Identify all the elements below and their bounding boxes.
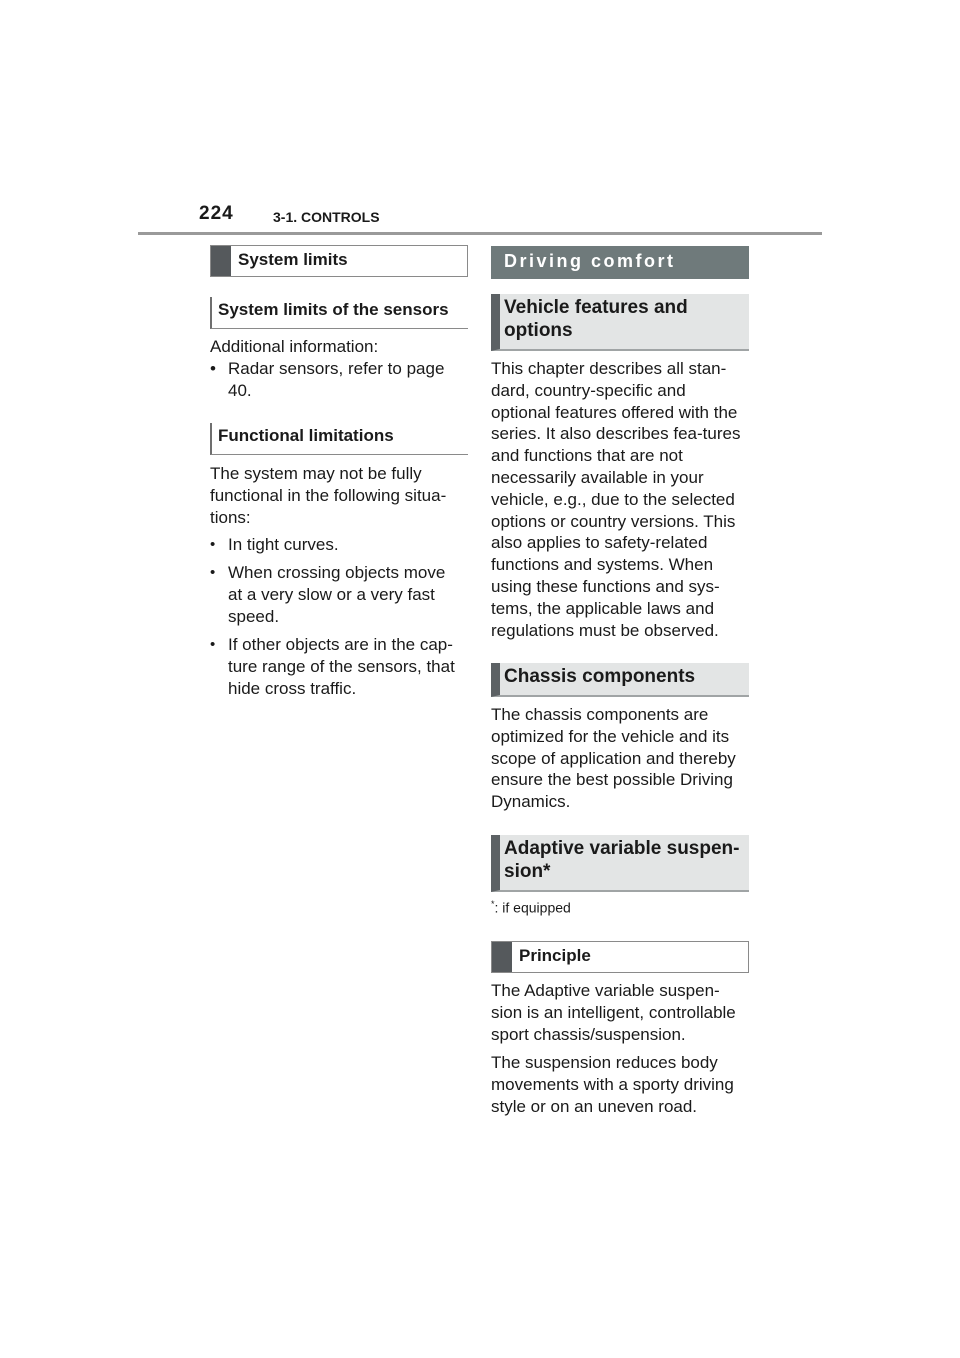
principle-text-1: The Adaptive variable suspen-sion is an intelligent, controllable sport chassis/suspension. [491, 981, 736, 1044]
principle-heading-text: Principle [519, 946, 591, 965]
bullet-item [210, 562, 468, 627]
radar-item-text: Radar sensors, refer to page 40. [228, 358, 445, 400]
page-number: 224 [199, 203, 234, 224]
principle-text-2: The suspension reduces body movements with a sporty driving style or on an uneven road. [491, 1053, 734, 1116]
bullet-icon: • [210, 636, 216, 653]
bullet-text: When crossing objects move at a very slow or a very fast speed. [228, 563, 446, 626]
vehicle-features-heading: Vehicle features and options [491, 294, 749, 351]
chassis-text: The chassis components are optimized for the vehicle and its scope of application and thereby ensure the best possible Driving Dynamics. [491, 705, 736, 812]
footnote-mark: * [491, 899, 495, 909]
additional-info-block [210, 336, 468, 401]
additional-info-text: Additional information: [210, 337, 379, 356]
header-rule [138, 232, 822, 235]
bullet-icon: • [210, 358, 216, 378]
system-limits-heading [210, 245, 468, 277]
adaptive-suspension-heading: Adaptive variable suspen-sion* [491, 835, 749, 892]
sensors-heading: System limits of the sensors [210, 297, 468, 329]
bullet-text: In tight curves. [228, 535, 339, 554]
system-limits-heading-text: System limits [238, 250, 348, 269]
principle-heading [491, 941, 749, 973]
chapter-banner: Driving comfort [491, 246, 749, 279]
heading-bar [211, 246, 231, 276]
footnote-text: : if equipped [494, 899, 571, 916]
bullet-item [210, 534, 468, 556]
footnote [491, 899, 749, 916]
radar-list-item [210, 358, 468, 402]
functional-intro: The system may not be fully functional in the following situa-tions: [210, 464, 447, 527]
functional-heading: Functional limitations [210, 423, 468, 455]
section-title: 3-1. CONTROLS [273, 209, 380, 225]
vehicle-features-text: This chapter describes all stan-dard, country-specific and optional features offered with the series. It also describes fea-tures and functions that are not necessarily available in your vehicle, e.g., due to the selected options or country versions. This also applies to safety-related functions and systems. When using these functions and sys-tems, the applicable laws and regulations must be observed. [491, 359, 741, 640]
bullet-icon: • [210, 564, 216, 581]
bullet-text: If other objects are in the cap-ture range of the sensors, that hide cross traffic. [228, 635, 455, 698]
bullet-item [210, 634, 468, 699]
chassis-heading: Chassis components [491, 663, 749, 697]
bullet-icon: • [210, 536, 216, 553]
heading-bar [492, 942, 512, 972]
